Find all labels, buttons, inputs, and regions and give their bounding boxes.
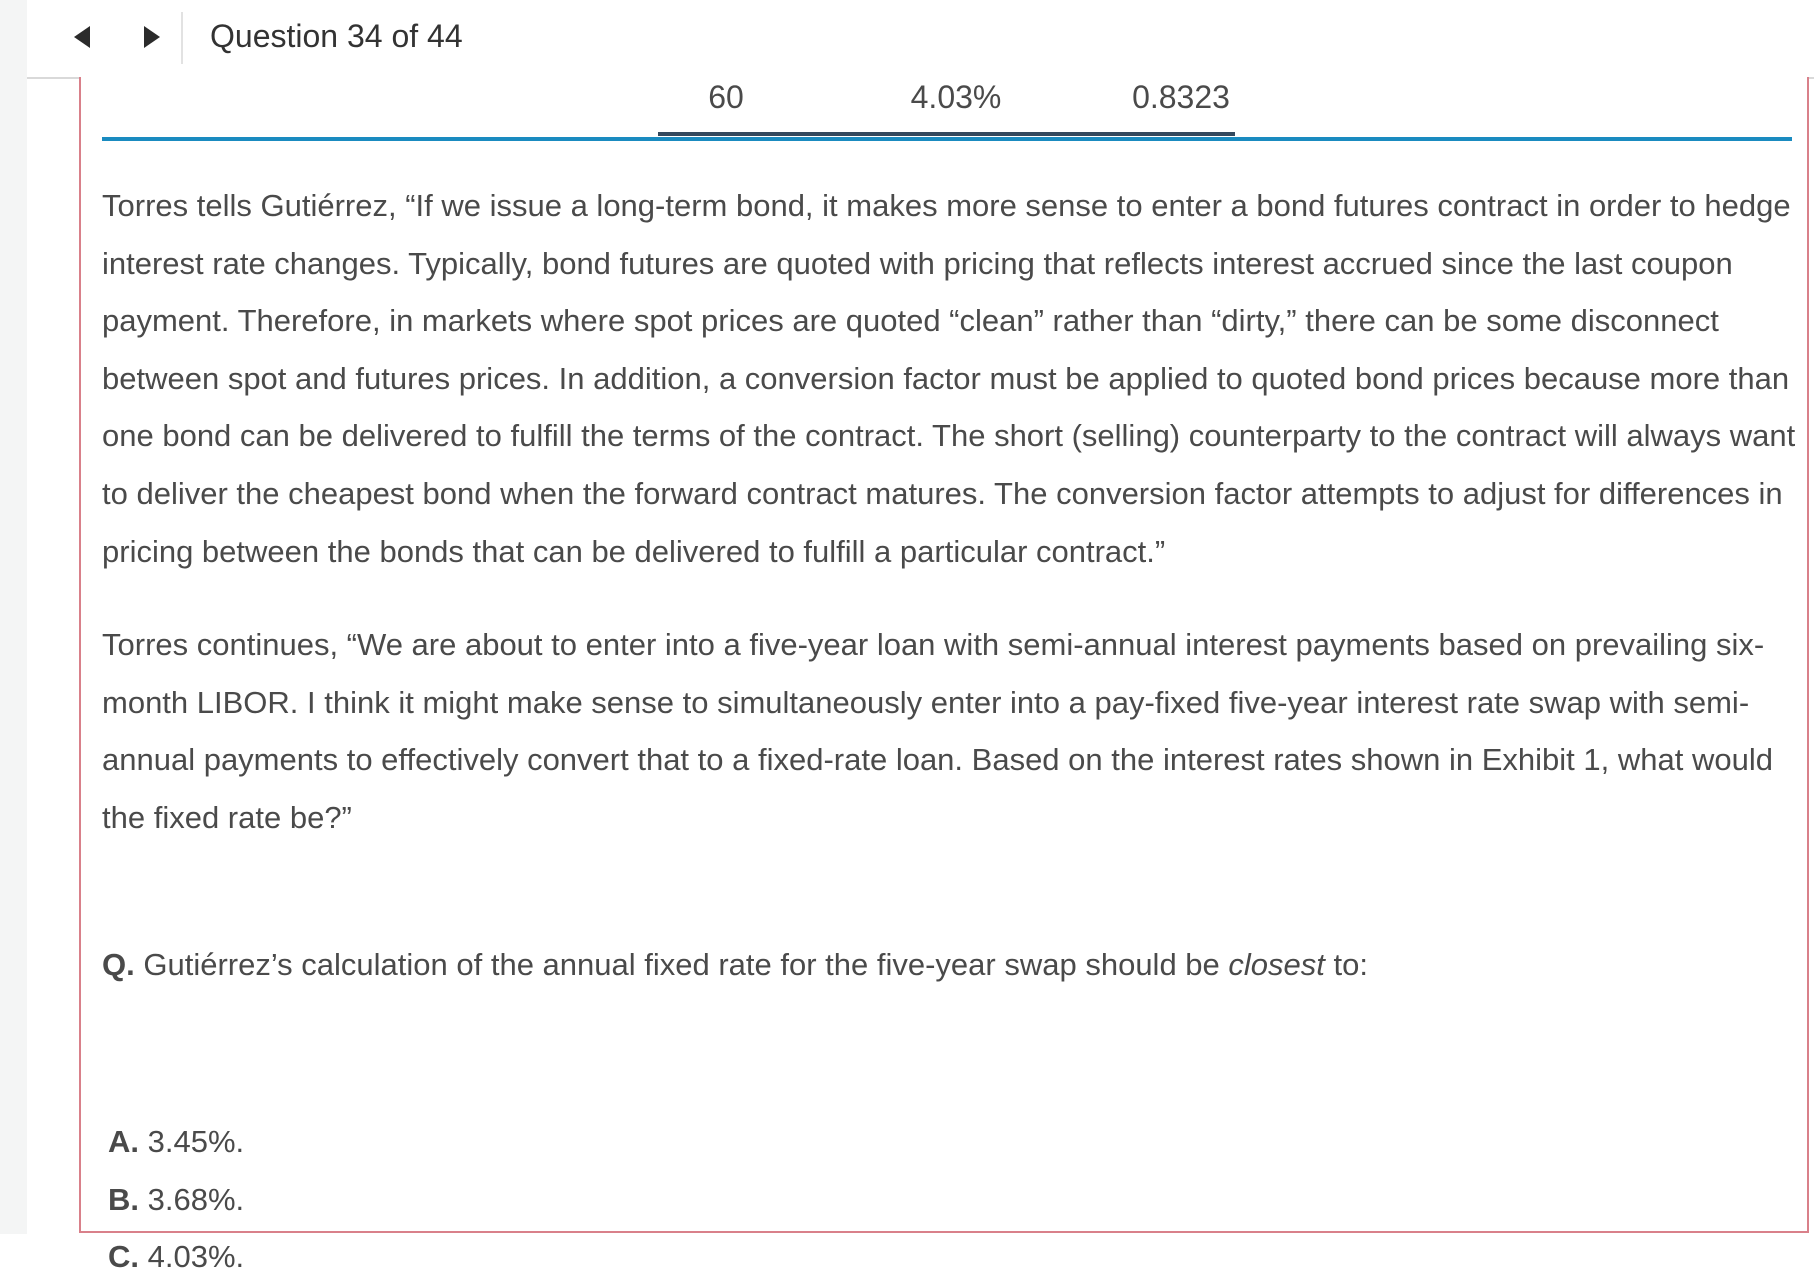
exhibit-cell-rate: 4.03% bbox=[910, 79, 1002, 115]
next-question-button[interactable] bbox=[135, 20, 169, 54]
question-marker: Q. bbox=[102, 947, 135, 982]
question-text-end: to: bbox=[1333, 947, 1368, 982]
previous-question-button[interactable] bbox=[65, 20, 99, 54]
caret-right-icon bbox=[142, 25, 162, 49]
exhibit-table-bottom-rule bbox=[102, 137, 1792, 141]
question-counter: Question 34 of 44 bbox=[210, 18, 463, 54]
question-text: Gutiérrez’s calculation of the annual fixed rate for the five-year swap should be bbox=[143, 947, 1220, 982]
choice-text: 3.68%. bbox=[147, 1182, 245, 1217]
choice-text: 4.03%. bbox=[147, 1239, 245, 1274]
exhibit-row-underline bbox=[658, 132, 1235, 136]
exhibit-table-last-row bbox=[81, 77, 1807, 141]
question-navigation-bar bbox=[27, 0, 1814, 79]
exhibit-cell-discount-factor: 0.8323 bbox=[1132, 79, 1230, 115]
choice-text: 3.45%. bbox=[147, 1124, 245, 1159]
question-emphasis: closest bbox=[1228, 947, 1325, 982]
exhibit-cell-days: 60 bbox=[708, 79, 744, 115]
choice-letter: B. bbox=[108, 1182, 139, 1217]
choice-letter: C. bbox=[108, 1239, 139, 1274]
question-content-panel bbox=[79, 77, 1809, 1274]
choice-letter: A. bbox=[108, 1124, 139, 1159]
passage-paragraph: Torres continues, “We are about to enter into a five-year loan with semi-annual interest payments based on prevailing six-month LIBOR. I think it might make sense to simultaneously enter into a pay-fixed five-year interest rate swap with semi-annual payments to effectively convert that to a fixed-rate loan. Based on the interest rates shown in Exhibit 1, what would the fixed rate be?” bbox=[102, 627, 1773, 835]
answer-choice-c[interactable] bbox=[108, 1239, 244, 1275]
question-stem bbox=[102, 947, 1802, 983]
left-gutter bbox=[0, 0, 27, 1234]
answer-choice-a[interactable] bbox=[108, 1124, 244, 1160]
answer-choice-b[interactable] bbox=[108, 1182, 244, 1218]
passage-paragraph: Torres tells Gutiérrez, “If we issue a long-term bond, it makes more sense to enter a bond futures contract in order to hedge interest rate changes. Typically, bond futures are quoted with pricing that reflects interest accrued since the last coupon payment. Therefore, in markets where spot prices are quoted “clean” rather than “dirty,” there can be some disconnect between spot and futures prices. In addition, a conversion factor must be applied to quoted bond prices because more than one bond can be delivered to fulfill the terms of the contract. The short (selling) counterparty to the contract will always want to deliver the cheapest bond when the forward contract matures. The conversion factor attempts to adjust for differences in pricing between the bonds that can be delivered to fulfill a particular contract.” bbox=[102, 188, 1796, 569]
toolbar-divider bbox=[181, 12, 183, 64]
caret-left-icon bbox=[72, 25, 92, 49]
